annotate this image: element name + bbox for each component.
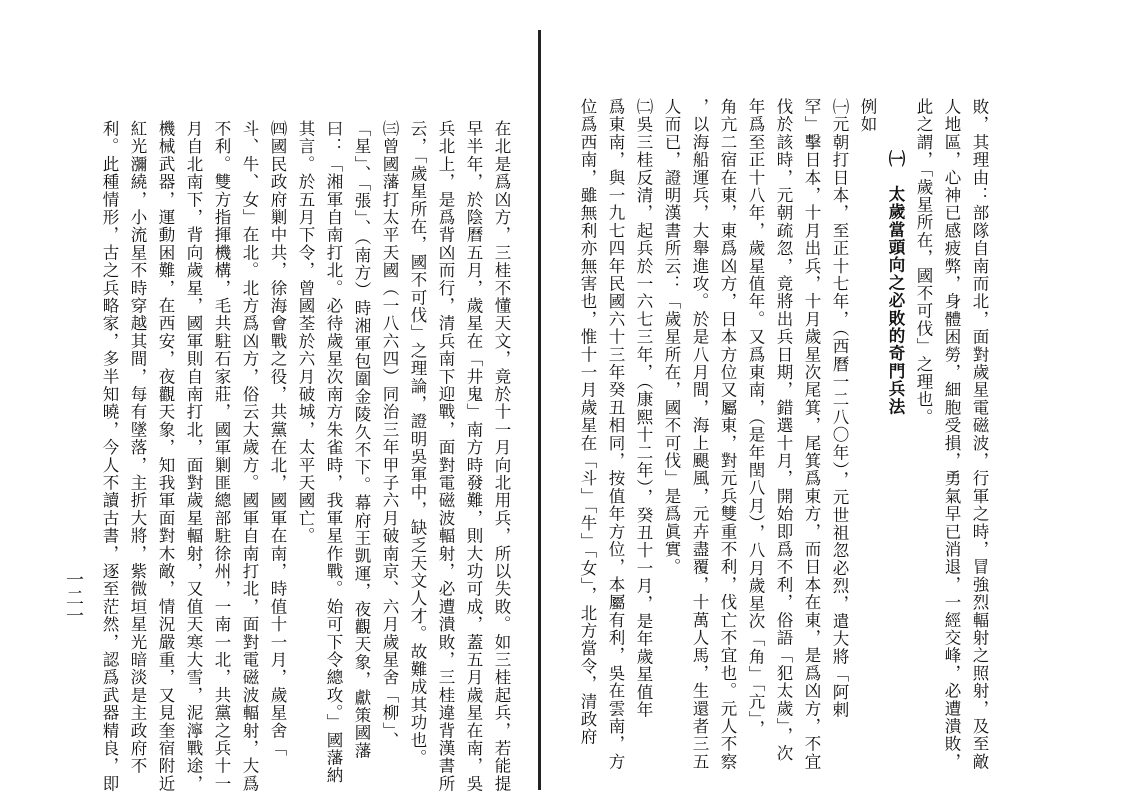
- text-column: 例如: [858, 98, 877, 134]
- text-column: 「星」、「張」、（南方）時湘軍包圍金陵久不下。幕府王凱運，夜觀天象，獻策國藩: [352, 120, 371, 760]
- text-column: 位爲西南，雖無利亦無害也，惟十一月歲星在「斗」「牛」「女」，北方當令，清政府: [578, 98, 597, 746]
- text-column: ㈣國民政府剿中共，徐海會戰之役，共黨在北，國軍在南，時值十一月，歲星舍「: [268, 120, 287, 758]
- text-column: 人地區，心神已感疲弊，身體困勞，細胞受損，勇氣早已消退，一經交峰，必遭潰敗，: [942, 98, 961, 771]
- text-column: 角亢二宿在東，東爲凶方，日本方位又屬東，對元兵雙重不利，伐亡不宜也。元人不察: [718, 98, 737, 771]
- text-column: 云，「歲星所在，國不可伐」之理論，證明吳軍中，缺乏天文人才。故難成其功也。: [408, 120, 427, 767]
- text-column: 敗，其理由：部隊自南而北，面對歲星電磁波，行軍之時，冒強烈輻射之照射，及至敵: [970, 98, 989, 771]
- text-column: 利。此種情形，古之兵略家，多半知曉，今人不讀古書，逐至茫然，認爲武器精良，即: [100, 120, 119, 793]
- text-column: 此之謂，「歲星所在，國不可伐」之理也。: [914, 98, 933, 427]
- text-column: ㈠元朝打日本，至正十七年，（西曆一二八〇年），元世祖忽必烈，遣大將「阿剌: [830, 98, 849, 719]
- text-column: ，以海船運兵，大舉進攻。於是八月間，海上颶風，元卉盡覆，十萬人馬，生還者三五: [690, 98, 709, 771]
- text-column: 早半年，於陰曆五月，歲星在「井鬼」南方時發難，則大功可成，蓋五月歲星在南，吳: [464, 120, 483, 793]
- text-column: 斗、牛、女」在北。北方爲凶方，俗云大歲方。國軍自南打北，面對電磁波輻射，大爲: [240, 120, 259, 793]
- text-column: 伐於該時，元朝疏忽，竟將出兵日期，錯選十月，開始即爲不利，俗語「犯太歲」，次: [774, 98, 793, 763]
- text-column: 紅光瀰繞，小流星不時穿越其間，每有墜落，主折大將，紫微垣星光暗淡是主政府不: [128, 120, 147, 775]
- text-column: ㈡吳三桂反清，起兵於一六七三年，（康熙十二年），癸丑十一月，是年歲星值年: [634, 98, 653, 719]
- text-column: 在北是爲凶方，三桂不懂天文，竟於十一月向北用兵，所以失敗。如三桂起兵，若能提: [492, 120, 511, 793]
- text-column: ㈢曾國藩打太平天國（一八六四）同治三年甲子六月破南京、六月歲星舍「柳」、: [380, 120, 399, 749]
- text-column: 爲東南，與一九七四年民國六十三年癸丑相同，按值年方位，本屬有利，吳在雲南，方: [606, 98, 625, 771]
- text-column: 月自北南下，背向歲星，國軍則自南打北，面對歲星輻射，又值天寒大雪，泥濘戰途，: [184, 120, 203, 793]
- text-column: 不利。雙方指揮機構，毛共駐石家莊，國軍剿匪總部駐徐州，一南一北，共黨之兵十一: [212, 120, 231, 793]
- text-column: 人而已，證明漢書所云：「歲星所在，國不可伐」是爲眞實。: [662, 98, 681, 576]
- left-page: [0, 0, 540, 791]
- text-column: 機械武器，運動困難，在西安，夜觀天象，知我軍面對木敵，情況嚴重，又見奎宿附近: [156, 120, 175, 793]
- right-page: [548, 0, 1121, 791]
- page-number: 一二一: [63, 570, 84, 624]
- text-column: 年爲至正十八年，歲星值年。又爲東南，（是年閏八月），八月歲星次「角」「亢」，: [746, 98, 765, 738]
- section-heading: ㈠ 太歲當頭向之必敗的奇門兵法: [886, 150, 905, 416]
- text-column: 其言。於五月下令，曾國荃於六月破城，太平天國亡。: [296, 120, 315, 545]
- text-column: 兵北上，是爲背凶而行，清兵南下迎戰，面對電磁波輻射，必遭潰敗，三桂違背漢書所: [436, 120, 455, 793]
- text-column: 罕」擊日本，十月出兵，十月歲星次尾箕，尾箕爲東方，而日本在東，是爲凶方，不宜: [802, 98, 821, 771]
- text-column: 曰：「湘軍自南打北。必待歲星次南方朱雀時，我軍星作戰。始可下令總攻。」國藩納: [324, 120, 343, 785]
